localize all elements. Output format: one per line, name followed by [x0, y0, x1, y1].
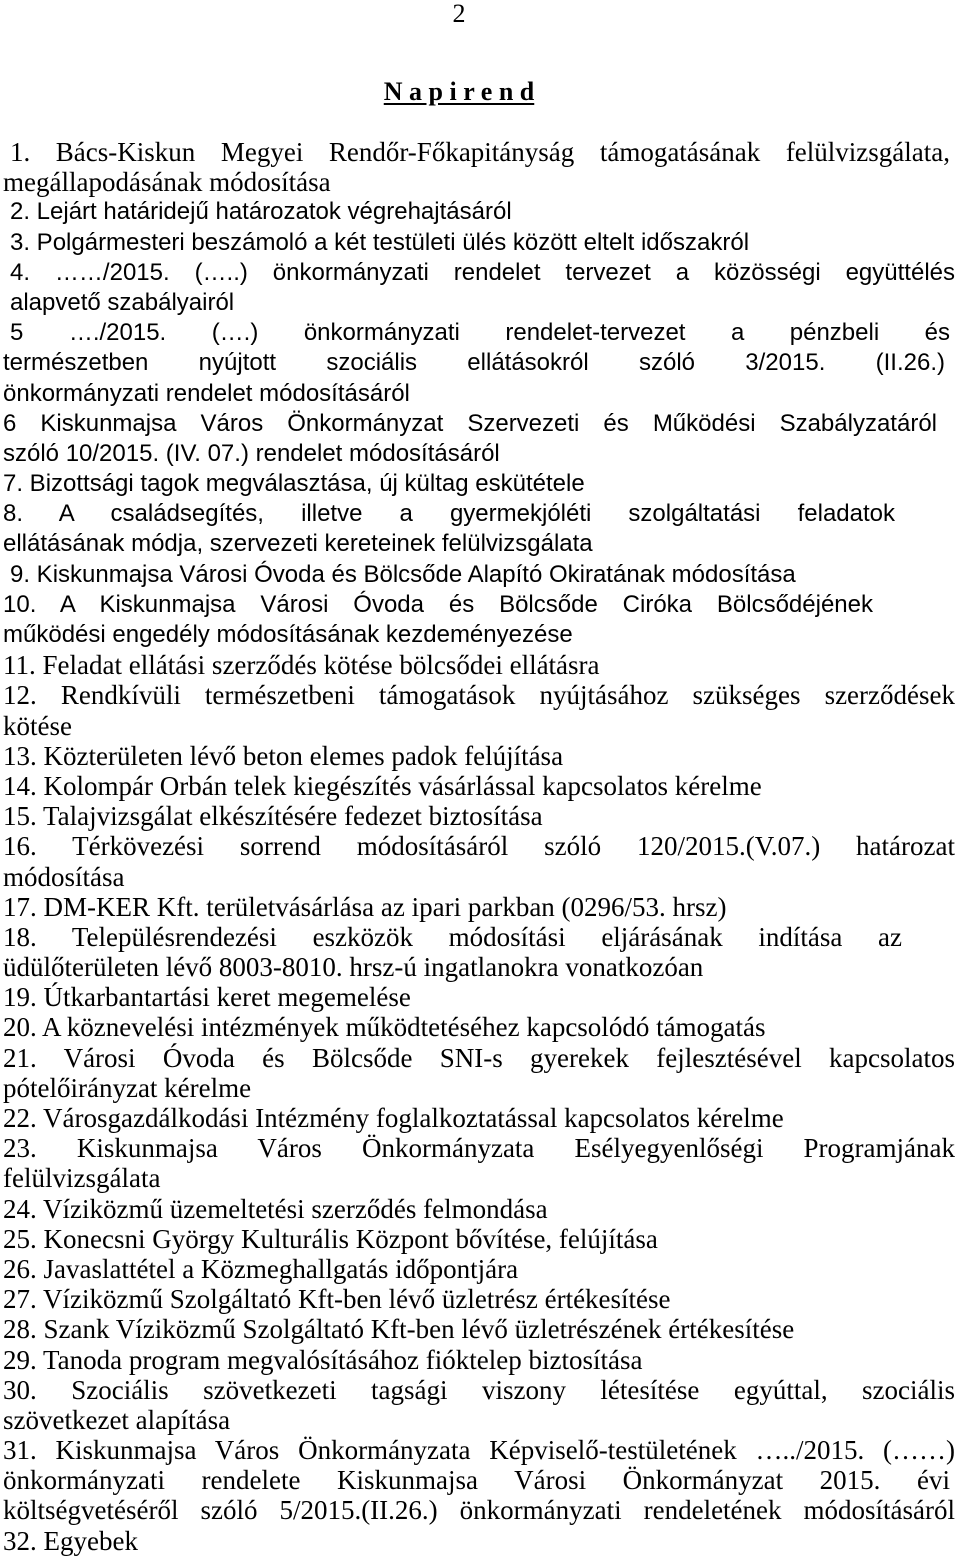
agenda-item-line: 10. A Kiskunmajsa Városi Óvoda és Bölcsőde Ciróka Bölcsődéjének: [3, 590, 873, 618]
agenda-item: [0, 1284, 960, 1314]
agenda-item-line: 31. Kiskunmajsa Város Önkormányzata Képviselő-testületének …../2015. (……): [3, 1435, 955, 1466]
agenda-item-line: 26. Javaslattétel a Közmeghallgatás időpontjára: [3, 1253, 519, 1284]
agenda-item-line: 13. Közterületen lévő beton elemes padok felújítása: [3, 740, 564, 771]
agenda-item-line: 20. A köznevelési intézmények működtetéséhez kapcsolódó támogatás: [3, 1012, 766, 1043]
agenda-item-line: 30. Szociális szövetkezeti tagsági viszony létesítése egyúttal, szociális: [3, 1374, 955, 1405]
agenda-item: [0, 228, 960, 258]
agenda-item: [0, 318, 960, 409]
page-title: N a p i r e n d: [383, 77, 535, 106]
agenda-item-line: szóló 10/2015. (IV. 07.) rendelet módosításáról: [3, 439, 500, 467]
agenda-item-line: 4. ……/2015. (…..) önkormányzati rendelet tervezet a közösségi együttélés: [10, 258, 955, 286]
agenda-item: [0, 409, 960, 469]
agenda-item-line: módosítása: [3, 861, 125, 892]
agenda-item-line: 12. Rendkívüli természetbeni támogatások nyújtásához szükséges szerződések: [3, 680, 955, 711]
agenda-item-line: 15. Talajvizsgálat elkészítésére fedezet biztosítása: [3, 801, 543, 832]
agenda-item-line: 32. Egyebek: [3, 1525, 138, 1556]
agenda-item-line: 25. Konecsni György Kulturális Központ bővítése, felújítása: [3, 1223, 658, 1254]
agenda-item-line: 14. Kolompár Orbán telek kiegészítés vásárlással kapcsolatos kérelme: [3, 770, 762, 801]
agenda-item-line: megállapodásának módosítása: [3, 167, 331, 198]
agenda-item: [0, 1345, 960, 1375]
agenda-item-line: ellátásának módja, szervezeti kereteinek felülvizsgálata: [3, 530, 593, 558]
agenda-item: [0, 680, 960, 740]
agenda-item: [0, 1526, 960, 1556]
agenda-item: [0, 1103, 960, 1133]
agenda-item: [0, 499, 960, 559]
agenda-item-line: 29. Tanoda program megvalósításához fióktelep biztosítása: [3, 1344, 643, 1375]
agenda-item: [0, 1043, 960, 1103]
agenda-item: [0, 590, 960, 650]
agenda-item: [0, 650, 960, 680]
agenda-item-line: 19. Útkarbantartási keret megemelése: [3, 982, 411, 1013]
agenda-item: [0, 922, 960, 982]
agenda-item: [0, 1224, 960, 1254]
agenda-item-line: kötése: [3, 710, 72, 741]
agenda-item: [0, 741, 960, 771]
agenda-item-line: 23. Kiskunmajsa Város Önkormányzata Esélyegyenlőségi Programjának: [3, 1133, 955, 1164]
agenda-item: [0, 801, 960, 831]
agenda-item: [0, 1012, 960, 1042]
agenda-item: [0, 982, 960, 1012]
agenda-item: [0, 1254, 960, 1284]
agenda-item-line: természetben nyújtott szociális ellátásokról szóló 3/2015. (II.26.): [3, 349, 945, 377]
agenda-item-line: 27. Víziközmű Szolgáltató Kft-ben lévő üzletrész értékesítése: [3, 1284, 671, 1315]
agenda-item: [0, 831, 960, 891]
agenda-item-line: 28. Szank Víziközmű Szolgáltató Kft-ben lévő üzletrészének értékesítése: [3, 1314, 795, 1345]
page-title-container: [0, 77, 918, 107]
agenda-item-line: 24. Víziközmű üzemeltetési szerződés felmondása: [3, 1193, 548, 1224]
agenda-item: [0, 258, 960, 318]
agenda-list: [0, 137, 960, 1556]
agenda-item: [0, 1194, 960, 1224]
agenda-item-line: költségvetéséről szóló 5/2015.(II.26.) önkormányzati rendeletének módosításáról: [3, 1495, 955, 1526]
agenda-item-line: 3. Polgármesteri beszámoló a két testületi ülés között eltelt időszakról: [10, 228, 750, 256]
agenda-item-line: felülvizsgálata: [3, 1163, 161, 1194]
agenda-item-line: szövetkezet alapítása: [3, 1404, 231, 1435]
agenda-item-line: 7. Bizottsági tagok megválasztása, új kültag eskütétele: [3, 470, 585, 498]
agenda-item-line: 5 …./2015. (….) önkormányzati rendelet-tervezet a pénzbeli és: [10, 319, 950, 347]
agenda-item: [0, 469, 960, 499]
agenda-item: [0, 197, 960, 227]
agenda-item: [0, 892, 960, 922]
agenda-item: [0, 137, 960, 197]
agenda-item-line: 16. Térkövezési sorrend módosításáról szóló 120/2015.(V.07.) határozat: [3, 831, 955, 862]
agenda-item-line: 17. DM-KER Kft. területvásárlása az ipari parkban (0296/53. hrsz): [3, 891, 727, 922]
page-number: 2: [452, 0, 466, 28]
agenda-item-line: működési engedély módosításának kezdeményezése: [3, 621, 573, 648]
agenda-item-line: 21. Városi Óvoda és Bölcsőde SNI-s gyerekek fejlesztésével kapcsolatos: [3, 1042, 955, 1073]
agenda-item-line: pótelőirányzat kérelme: [3, 1072, 252, 1103]
agenda-item: [0, 1314, 960, 1344]
agenda-item-line: alapvető szabályairól: [10, 288, 235, 316]
agenda-item-line: 9. Kiskunmajsa Városi Óvoda és Bölcsőde Alapító Okiratának módosítása: [10, 560, 796, 588]
agenda-item-line: 22. Városgazdálkodási Intézmény foglalkoztatással kapcsolatos kérelme: [3, 1103, 784, 1133]
agenda-item-line: 2. Lejárt határidejű határozatok végrehajtásáról: [10, 198, 512, 226]
agenda-item: [0, 1375, 960, 1435]
agenda-item-line: 18. Településrendezési eszközök módosítási eljárásának indítása az: [3, 921, 902, 952]
agenda-item: [0, 1435, 960, 1526]
agenda-item-line: önkormányzati rendelete Kiskunmajsa Városi Önkormányzat 2015. évi: [3, 1465, 950, 1496]
agenda-item-line: 6 Kiskunmajsa Város Önkormányzat Szervezeti és Működési Szabályzatáról: [3, 409, 937, 437]
agenda-item-line: 8. A családsegítés, illetve a gyermekjóléti szolgáltatási feladatok: [3, 500, 895, 528]
agenda-item-line: 11. Feladat ellátási szerződés kötése bölcsődei ellátásra: [3, 650, 600, 681]
agenda-item: [0, 1133, 960, 1193]
agenda-item-line: 1. Bács-Kiskun Megyei Rendőr-Főkapitányság támogatásának felülvizsgálata,: [10, 137, 950, 167]
agenda-item: [0, 771, 960, 801]
agenda-item: [0, 560, 960, 590]
agenda-item-line: önkormányzati rendelet módosításáról: [3, 379, 410, 407]
agenda-item-line: üdülőterületen lévő 8003-8010. hrsz-ú ingatlanokra vonatkozóan: [3, 952, 704, 983]
